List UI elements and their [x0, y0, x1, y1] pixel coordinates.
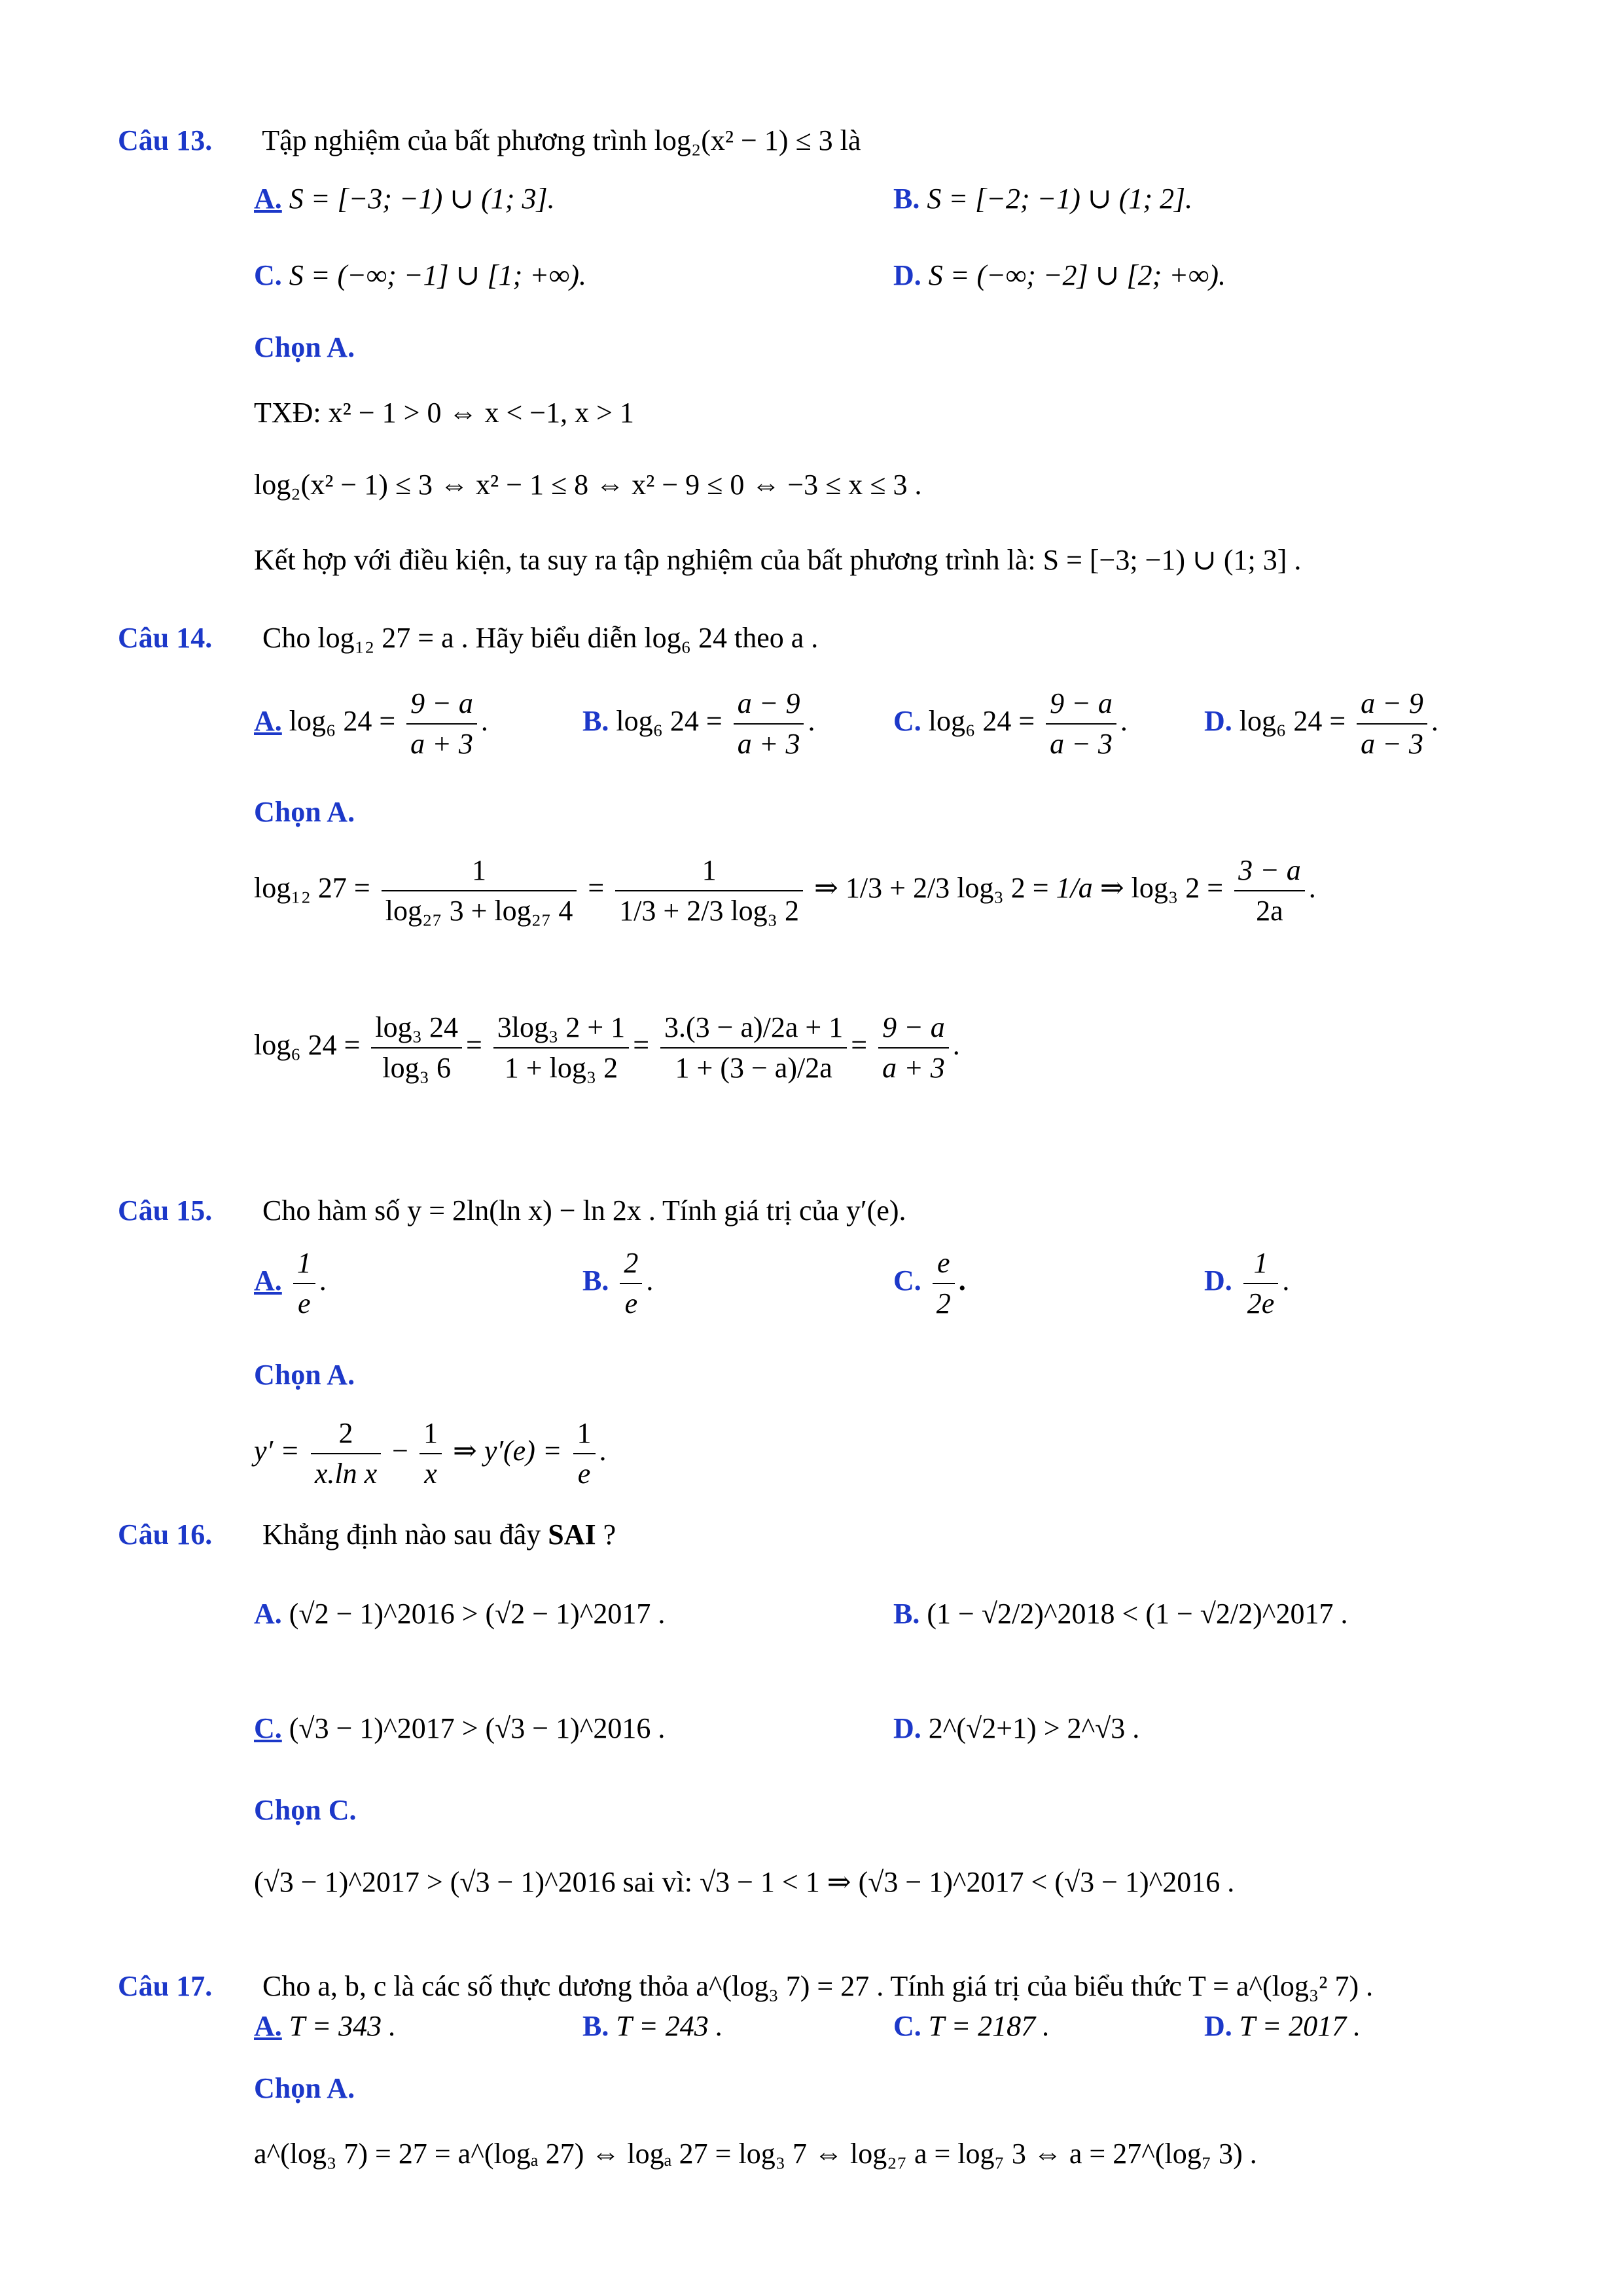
expr: ⇒ y′(e) =	[452, 1435, 562, 1467]
fraction	[620, 1244, 642, 1323]
denominator: e	[624, 1287, 638, 1319]
fraction	[406, 684, 477, 764]
fraction	[382, 851, 577, 931]
numerator: 1	[382, 851, 577, 891]
fraction	[573, 1414, 596, 1494]
fraction	[493, 1008, 629, 1088]
option-letter: A.	[254, 183, 282, 215]
option-text: (√2 − 1)^2016 > (√2 − 1)^2017 .	[289, 1598, 666, 1630]
solution-line: log₆ 24 = $\frac{\text{log₃ 24}}{\text{log₃ 6}}$ = $\frac{\text{3log₃ 2 + 1}}{\text{1 + log₃ 2}}$ = $\frac{3.(3 - a)/2a + 1}{1 + (3 - a)/2a}$ = $\frac{9 - a}{a + 3}$ .	[254, 1008, 960, 1088]
option-a	[254, 2009, 396, 2043]
expr: =	[588, 872, 605, 905]
denominator: a + 3	[737, 728, 800, 760]
expr: log₃ 2 =	[957, 872, 1049, 905]
question-17	[118, 1967, 1518, 2006]
option-text: T = 2017 .	[1239, 2010, 1361, 2042]
fraction	[933, 1244, 955, 1323]
denominator: 1 + log₃ 2	[504, 1052, 618, 1084]
numerator: 9 − a	[878, 1008, 949, 1049]
answer-choice: Chọn A.	[254, 2072, 355, 2104]
denominator: log₂₇ 3 + log₂₇ 4	[385, 895, 573, 927]
question-15	[118, 1191, 1518, 1230]
question-emphasis: SAI	[548, 1518, 596, 1551]
numerator: 9 − a	[406, 684, 477, 725]
option-d: D. $\frac{1}{2e}$ .	[1204, 1244, 1289, 1323]
option-c	[254, 259, 586, 292]
expr: 1/3	[845, 872, 883, 905]
denominator	[615, 891, 803, 931]
numerator: 1	[615, 851, 803, 891]
question-label: Câu 17.	[118, 1970, 213, 2002]
fraction	[1046, 684, 1116, 764]
option-letter: D.	[893, 1712, 921, 1744]
denominator: 2a	[1256, 895, 1283, 927]
denominator: a − 3	[1050, 728, 1113, 760]
option-text: S = (−∞; −2] ∪ [2; +∞).	[928, 259, 1226, 291]
fraction	[293, 1244, 315, 1323]
option-letter: D.	[1204, 2010, 1232, 2042]
denominator: x	[424, 1458, 437, 1490]
denominator: e	[298, 1287, 311, 1319]
question-label: Câu 14.	[118, 622, 213, 654]
solution-line: TXĐ: x² − 1 > 0 ⇔ x < −1, x > 1	[254, 397, 634, 429]
fraction	[371, 1008, 462, 1088]
option-b: B. log₆ 24 = $\frac{a - 9}{a + 3}$ .	[582, 684, 815, 764]
solution-line: y′ = $\frac{2}{\text{x.ln x}}$ − $\frac{1}{x}$ ⇒ y′(e) = $\frac{1}{e}$ .	[254, 1414, 607, 1494]
numerator: 1	[293, 1244, 315, 1284]
question-stem-end: ?	[603, 1518, 616, 1551]
expr: ⇒ log₃ 2 =	[1099, 872, 1224, 905]
expr: 1/a	[1056, 872, 1093, 905]
option-letter: C.	[893, 2010, 921, 2042]
fraction	[1234, 851, 1305, 931]
question-label: Câu 16.	[118, 1518, 213, 1551]
denominator: a + 3	[882, 1052, 945, 1084]
expr: +	[889, 872, 906, 905]
option-a	[254, 182, 555, 215]
fraction	[311, 1414, 381, 1494]
solution-line: Kết hợp với điều kiện, ta suy ra tập nghiệm của bất phương trình là: S = [−3; −1) ∪ (1; 3] .	[254, 544, 1302, 576]
expr: −	[392, 1435, 408, 1467]
option-d	[893, 259, 1226, 292]
option-a: A. $\frac{1}{e}$ .	[254, 1244, 327, 1323]
numerator: 2	[620, 1244, 642, 1284]
term: 1/3	[619, 895, 656, 927]
option-lhs: log₆ 24 =	[1239, 705, 1346, 738]
question-14	[118, 619, 1518, 658]
numerator: 9 − a	[1046, 684, 1116, 725]
option-letter: C.	[893, 1265, 921, 1297]
fraction	[419, 1414, 442, 1494]
option-b: B. $\frac{2}{e}$ .	[582, 1244, 653, 1323]
option-d	[1204, 2009, 1361, 2043]
option-text: 2^(√2+1) > 2^√3 .	[928, 1712, 1140, 1744]
denominator: log₃ 6	[382, 1052, 451, 1084]
solution-line: log₂(x² − 1) ≤ 3 ⇔ x² − 1 ≤ 8 ⇔ x² − 9 ≤ 0 ⇔ −3 ≤ x ≤ 3 .	[254, 469, 922, 501]
answer-choice: Chọn A.	[254, 1359, 355, 1391]
question-stem: Cho a, b, c là các số thực dương thỏa a^(log₃ 7) = 27 . Tính giá trị của biểu thức T = a^(log₃² 7) .	[262, 1970, 1374, 2002]
denominator: a − 3	[1361, 728, 1423, 760]
option-letter: C.	[254, 1712, 282, 1744]
expr: y′ =	[254, 1435, 300, 1467]
option-d: D. log₆ 24 = $\frac{a - 9}{a - 3}$ .	[1204, 684, 1438, 764]
question-label: Câu 15.	[118, 1194, 213, 1227]
expr: log₆ 24 =	[254, 1029, 361, 1062]
option-a	[254, 1597, 665, 1630]
fraction	[878, 1008, 949, 1088]
option-letter: C.	[254, 259, 282, 291]
denominator: a + 3	[410, 728, 473, 760]
expr: ⇒	[814, 872, 838, 905]
fraction	[734, 684, 804, 764]
numerator: a − 9	[734, 684, 804, 725]
option-text: T = 243 .	[616, 2010, 723, 2042]
option-letter: B.	[582, 705, 609, 738]
option-letter: B.	[582, 2010, 609, 2042]
option-text: T = 343 .	[289, 2010, 397, 2042]
fraction	[1243, 1244, 1279, 1323]
numerator: a − 9	[1357, 684, 1427, 725]
answer-choice: Chọn A.	[254, 331, 355, 363]
option-c: C. log₆ 24 = $\frac{9 - a}{a - 3}$ .	[893, 684, 1128, 764]
numerator: log₃ 24	[371, 1008, 462, 1049]
question-stem: Cho log₁₂ 27 = a . Hãy biểu diễn log₆ 24 theo a .	[262, 622, 819, 654]
option-letter: B.	[582, 1265, 609, 1297]
option-letter: D.	[893, 259, 921, 291]
denominator: e	[577, 1458, 591, 1490]
option-letter: A.	[254, 2010, 282, 2042]
numerator: 2	[311, 1414, 381, 1454]
question-stem: Tập nghiệm của bất phương trình log₂(x² − 1) ≤ 3 là	[262, 124, 861, 156]
numerator: 1	[573, 1414, 596, 1454]
option-a: A. log₆ 24 = $\frac{9 - a}{a + 3}$ .	[254, 684, 488, 764]
option-letter: D.	[1204, 1265, 1232, 1297]
option-lhs: log₆ 24 =	[289, 705, 396, 738]
numerator: 3 − a	[1234, 851, 1305, 891]
question-16	[118, 1515, 1518, 1554]
option-letter: A.	[254, 1265, 282, 1297]
denominator: x.ln x	[314, 1458, 378, 1490]
option-lhs: log₆ 24 =	[928, 705, 1035, 738]
option-c	[893, 2009, 1050, 2043]
numerator: 3log₃ 2 + 1	[493, 1008, 629, 1049]
denominator: 2	[936, 1287, 951, 1319]
option-text: (√3 − 1)^2017 > (√3 − 1)^2016 .	[289, 1712, 666, 1744]
solution-line: (√3 − 1)^2017 > (√3 − 1)^2016 sai vì: √3 − 1 < 1 ⇒ (√3 − 1)^2017 < (√3 − 1)^2016 .	[254, 1866, 1235, 1898]
option-letter: B.	[893, 183, 920, 215]
fraction	[660, 1008, 847, 1088]
option-b	[893, 182, 1192, 215]
option-letter: B.	[893, 1598, 920, 1630]
numerator: 3.(3 − a)/2a + 1	[660, 1008, 847, 1049]
option-letter: C.	[893, 705, 921, 738]
expr: log₁₂ 27 =	[254, 872, 370, 905]
option-lhs: log₆ 24 =	[616, 705, 722, 738]
expr: 2/3	[912, 872, 950, 905]
option-b	[893, 1597, 1347, 1630]
option-letter: D.	[1204, 705, 1232, 738]
denominator: 2e	[1247, 1287, 1275, 1319]
numerator: 1	[419, 1414, 442, 1454]
fraction	[615, 851, 803, 931]
option-letter: A.	[254, 1598, 282, 1630]
question-stem: Cho hàm số y = 2ln(ln x) − ln 2x . Tính giá trị của y′(e).	[262, 1194, 906, 1227]
numerator: e	[933, 1244, 955, 1284]
option-c	[254, 1712, 665, 1745]
question-13	[118, 121, 1518, 160]
option-letter: A.	[254, 705, 282, 738]
fraction	[1357, 684, 1427, 764]
denominator: 1 + (3 − a)/2a	[675, 1052, 832, 1084]
term: + 2/3 log₃ 2	[663, 895, 800, 927]
option-c: C. $\frac{e}{2}$ .	[893, 1244, 966, 1323]
option-text: S = (−∞; −1] ∪ [1; +∞).	[289, 259, 587, 291]
option-b	[582, 2009, 723, 2043]
answer-choice: Chọn A.	[254, 796, 355, 828]
option-text: T = 2187 .	[928, 2010, 1050, 2042]
question-label: Câu 13.	[118, 124, 213, 156]
numerator: 1	[1243, 1244, 1279, 1284]
answer-choice: Chọn C.	[254, 1794, 357, 1826]
option-d	[893, 1712, 1139, 1745]
option-text: S = [−2; −1) ∪ (1; 2].	[927, 183, 1193, 215]
solution-line: log₁₂ 27 = $\frac{1}{\text{log₂₇ 3 + log₂₇ 4}}$ = $\frac{1}{\text{1/3 + 2/3 log₃ 2}}$ ⇒ 1/3 + 2/3 log₃ 2 = 1/a ⇒ log₃ 2 = $\frac{3 - a}{2a}$ .	[254, 851, 1316, 931]
solution-line: a^(log₃ 7) = 27 = a^(logₐ 27) ⇔ logₐ 27 = log₃ 7 ⇔ log₂₇ a = log₇ 3 ⇔ a = 27^(log₇ 3) .	[254, 2138, 1257, 2170]
option-text: S = [−3; −1) ∪ (1; 3].	[289, 183, 555, 215]
option-text: (1 − √2/2)^2018 < (1 − √2/2)^2017 .	[927, 1598, 1348, 1630]
question-stem: Khẳng định nào sau đây	[262, 1518, 541, 1551]
